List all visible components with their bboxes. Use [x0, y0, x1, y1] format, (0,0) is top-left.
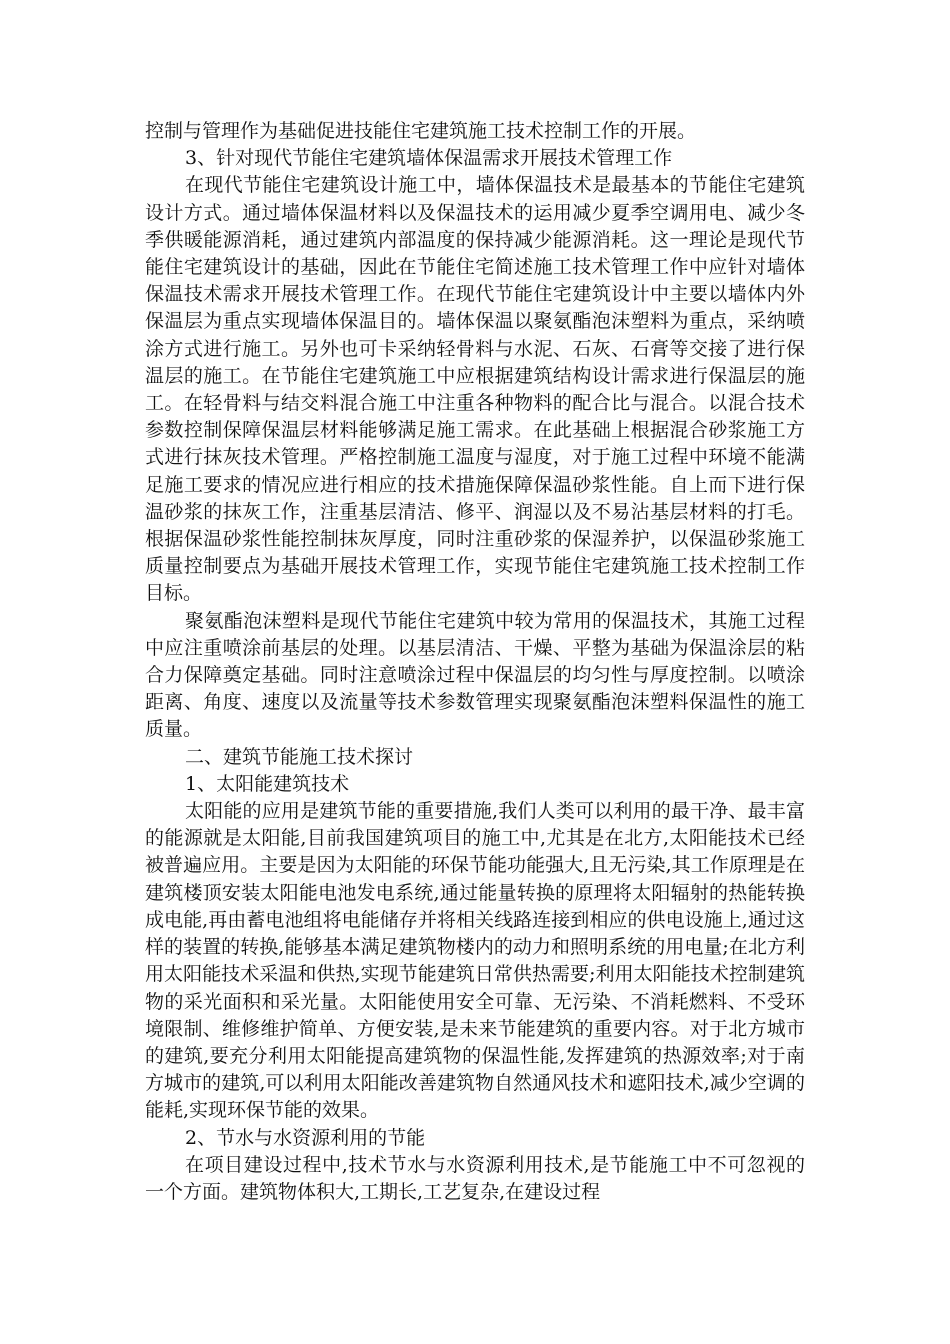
section-heading-wall-insulation: 3、针对现代节能住宅建筑墙体保温需求开展技术管理工作	[185, 147, 673, 170]
paragraph-solar-energy: 太阳能的应用是建筑节能的重要措施,我们人类可以利用的最干净、最丰富的能源就是太阳能,目前我国建筑项目的施工中,尤其是在北方,太阳能技术已经被普遍应用。主要是因为太阳能的环保节能功能强大,且无污染,其工作原理是在建筑楼顶安装太阳能电池发电系统,通过能量转换的原理将太阳辐射的热能转换成电能,再由蓄电池组将电能储存并将相关线路连接到相应的供电设施上,通过这样的装置的转换,能够基本满足建筑物楼内的动力和照明系统的用电量;在北方利用太阳能技术采温和供热,实现节能建筑日常供热需要;利用太阳能技术控制建筑物的采光面积和采光量。太阳能使用安全可靠、无污染、不消耗燃料、不受环境限制、维修维护简单、方便安装,是未来节能建筑的重要内容。对于北方城市的建筑,要充分利用太阳能提高建筑物的保温性能,发挥建筑的热源效率;对于南方城市的建筑,可以利用太阳能改善建筑物自然通风技术和遮阳技术,减少空调的能耗,实现环保节能的效果。	[145, 800, 805, 1122]
document-body	[145, 118, 805, 1206]
section-heading-water-saving: 2、节水与水资源利用的节能	[185, 1126, 426, 1149]
section-heading-solar-building: 1、太阳能建筑技术	[185, 772, 350, 795]
paragraph-intro: 控制与管理作为基础促进技能住宅建筑施工技术控制工作的开展。	[145, 120, 697, 142]
paragraph-wall-insulation: 在现代节能住宅建筑设计施工中，墙体保温技术是最基本的节能住宅建筑设计方式。通过墙体保温材料以及保温技术的运用减少夏季空调用电、减少冬季供暖能源消耗，通过建筑内部温度的保持减少能源消耗。这一理论是现代节能住宅建筑设计的基础，因此在节能住宅简述施工技术管理工作中应针对墙体保温技术需求开展技术管理工作。在现代节能住宅建筑设计中主要以墙体内外保温层为重点实现墙体保温目的。墙体保温以聚氨酯泡沫塑料为重点，采纳喷涂方式进行施工。另外也可卡采纳轻骨料与水泥、石灰、石膏等交接了进行保温层的施工。在节能住宅建筑施工中应根据建筑结构设计需求进行保温层的施工。在轻骨料与结交料混合施工中注重各种物料的配合比与混合。以混合技术参数控制保障保温层材料能够满足施工需求。在此基础上根据混合砂浆施工方式进行抹灰技术管理。严格控制施工温度与湿度，对于施工过程中环境不能满足施工要求的情况应进行相应的技术措施保障保温砂浆性能。自上而下进行保温砂浆的抹灰工作，注重基层清洁、修平、润湿以及不易沾基层材料的打毛。根据保温砂浆性能控制抹灰厚度，同时注重砂浆的保湿养护，以保温砂浆施工质量控制要点为基础开展技术管理工作，实现节能住宅建筑施工技术控制工作目标。	[145, 174, 805, 605]
paragraph-water-saving: 在项目建设过程中,技术节水与水资源利用技术,是节能施工中不可忽视的一个方面。建筑物体积大,工期长,工艺复杂,在建设过程	[145, 1153, 805, 1203]
paragraph-polyurethane-foam: 聚氨酯泡沫塑料是现代节能住宅建筑中较为常用的保温技术，其施工过程中应注重喷涂前基层的处理。以基层清洁、干燥、平整为基础为保温涂层的粘合力保障奠定基础。同时注意喷涂过程中保温层的均匀性与厚度控制。以喷涂距离、角度、速度以及流量等技术参数管理实现聚氨酯泡沫塑料保温性的施工质量。	[145, 609, 805, 741]
section-heading-energy-saving-techniques: 二、建筑节能施工技术探讨	[185, 745, 414, 768]
